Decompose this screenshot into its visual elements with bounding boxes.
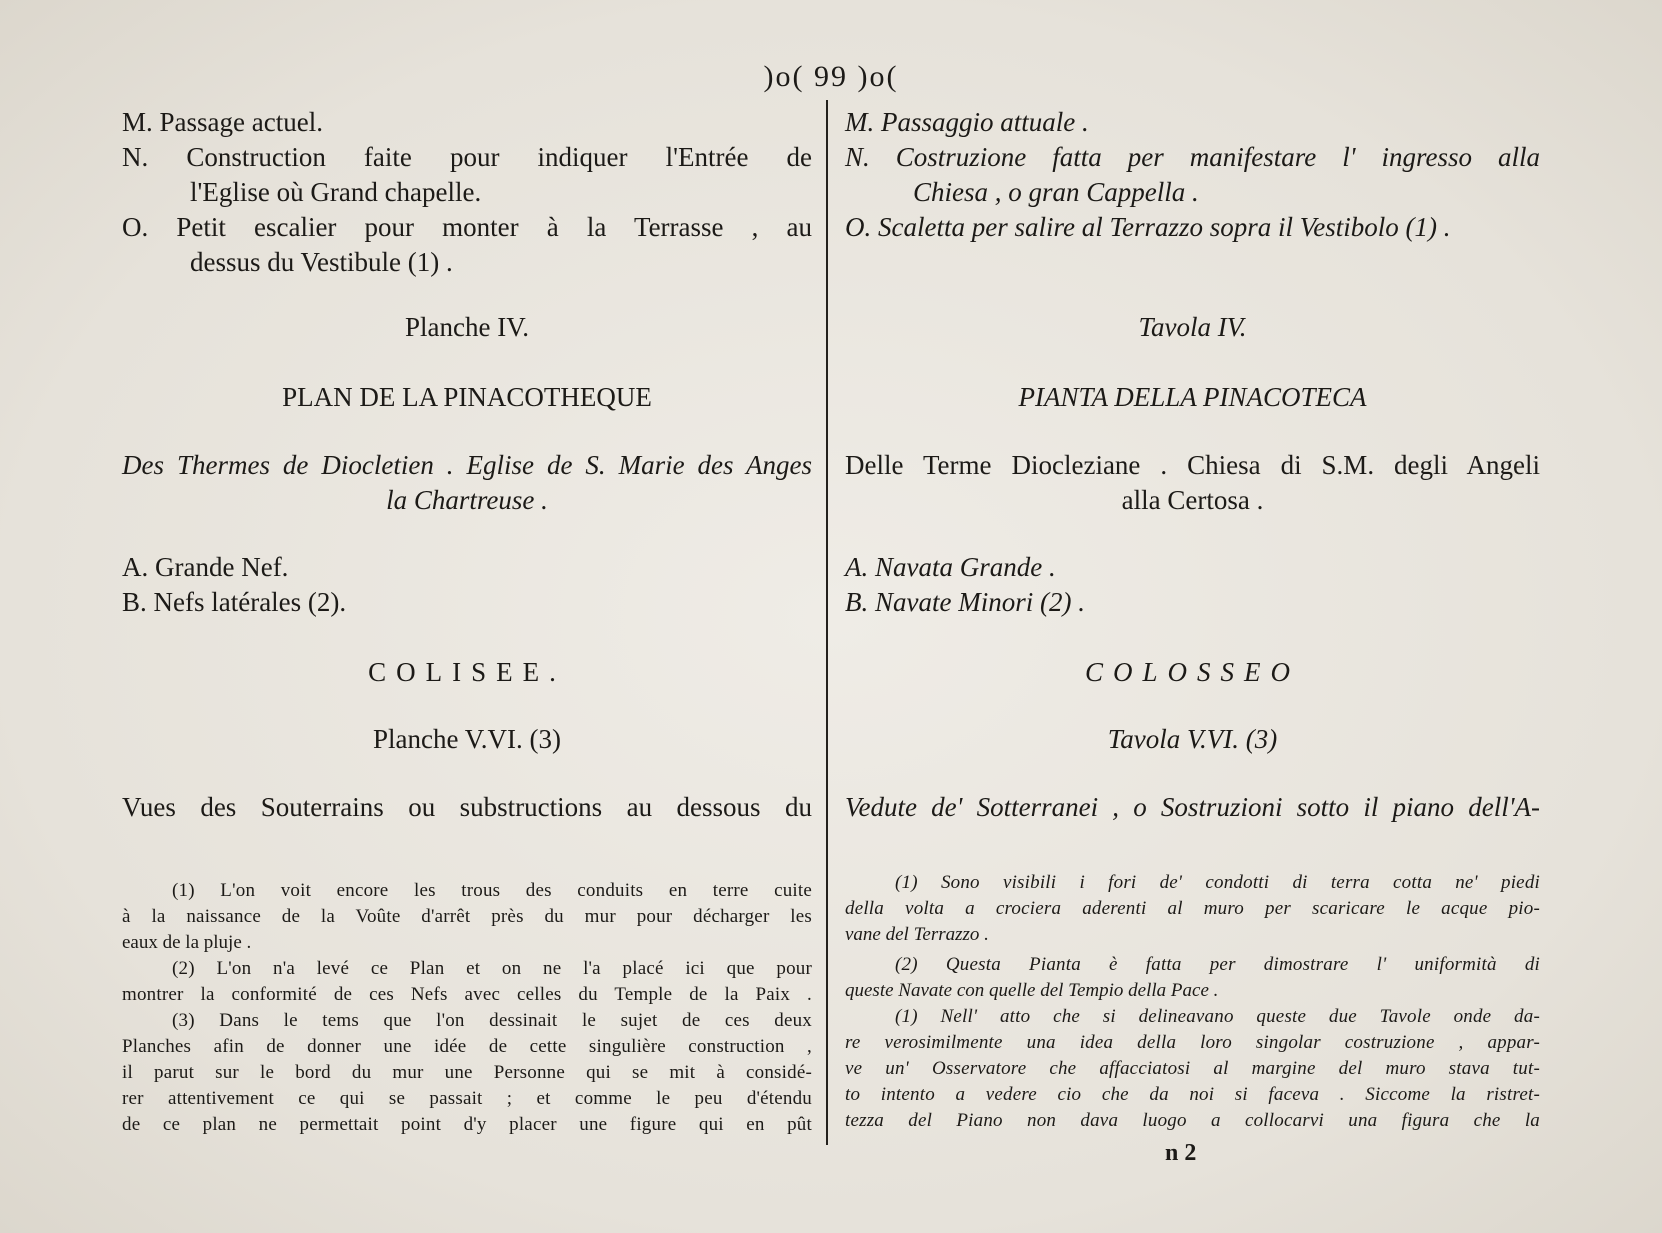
left-text-line: Planche IV. (405, 312, 529, 342)
left-text-line: Vues des Souterrains ou substructions au dessous du (122, 792, 812, 822)
right-text-line: M. Passaggio attuale . (845, 107, 1089, 137)
right-text-line: COLOSSEO (1084, 657, 1300, 687)
right-footnote-line: (1) Nell' atto che si delineavano queste due Tavole onde da- (895, 1006, 1540, 1027)
right-footnote-line: tezza del Piano non dava luogo a collocarvi una figura che la (845, 1110, 1540, 1131)
right-text-line: Tavola V.VI. (3) (1107, 724, 1278, 754)
right-footnote-line: ve un' Osservatore che affacciatosi al margine del muro stava tut- (845, 1058, 1540, 1079)
left-footnote-line: il parut sur le bord du mur une Personne qui se mit à considé- (122, 1062, 812, 1083)
left-footnote-line: (3) Dans le tems que l'on dessinait le sujet de ces deux (172, 1010, 812, 1031)
left-text-line: PLAN DE LA PINACOTHEQUE (282, 382, 652, 412)
right-footnote-line: (2) Questa Pianta è fatta per dimostrare l' uniformità di (895, 954, 1540, 975)
left-text-line: la Chartreuse . (386, 485, 548, 515)
left-footnote-line: montrer la conformité de ces Nefs avec celles du Temple de la Paix . (122, 984, 812, 1005)
right-footnote-line: queste Navate con quelle del Tempio della Pace . (845, 980, 1219, 1001)
right-footnote-line: vane del Terrazzo . (845, 924, 989, 945)
right-footnote-line: (1) Sono visibili i fori de' condotti di terra cotta ne' piedi (895, 872, 1540, 893)
right-footnote-line: della volta a crociera aderenti al muro per scaricare le acque pio- (845, 898, 1540, 919)
left-footnote-line: (1) L'on voit encore les trous des conduits en terre cuite (172, 880, 812, 901)
right-footnote-line: re verosimilmente una idea della loro singolar costruzione , appar- (845, 1032, 1540, 1053)
right-text-line: A. Navata Grande . (845, 552, 1056, 582)
right-text-line: alla Certosa . (1121, 485, 1264, 515)
left-text-line: Des Thermes de Diocletien . Eglise de S. Marie des Anges (122, 450, 812, 480)
left-text-line: COLISEE. (368, 657, 566, 687)
left-text-line: Planche V.VI. (3) (373, 724, 561, 754)
right-text-line: B. Navate Minori (2) . (845, 587, 1085, 617)
right-text-line: Vedute de' Sotterranei , o Sostruzioni sotto il piano dell'A- (845, 792, 1540, 822)
left-text-line: l'Eglise où Grand chapelle. (190, 177, 482, 207)
right-footnote-line: to intento a vedere cio che da noi si faceva . Siccome la ristret- (845, 1084, 1540, 1105)
right-text-line: PIANTA DELLA PINACOTECA (1018, 382, 1367, 412)
left-footnote-line: Planches afin de donner une idée de cette singulière construction , (122, 1036, 812, 1057)
column-divider (826, 100, 828, 1145)
left-text-line: M. Passage actuel. (122, 107, 323, 137)
signature-mark: n 2 (1165, 1140, 1197, 1166)
right-text-line: Delle Terme Diocleziane . Chiesa di S.M. degli Angeli (845, 450, 1540, 480)
right-text-line: Tavola IV. (1138, 312, 1247, 342)
left-footnote-line: rer attentivement ce qui se passait ; et comme le peu d'étendu (122, 1088, 812, 1109)
right-text-line: O. Scaletta per salire al Terrazzo sopra il Vestibolo (1) . (845, 212, 1451, 242)
left-footnote-line: (2) L'on n'a levé ce Plan et on ne l'a placé ici que pour (172, 958, 812, 979)
right-text-line: Chiesa , o gran Cappella . (913, 177, 1199, 207)
left-footnote-line: à la naissance de la Voûte d'arrêt près du mur pour décharger les (122, 906, 812, 927)
left-text-line: O. Petit escalier pour monter à la Terrasse , au (122, 212, 812, 242)
left-footnote-line: eaux de la pluje . (122, 932, 252, 953)
left-text-line: N. Construction faite pour indiquer l'Entrée de (122, 142, 812, 172)
page-header: )o( 99 )o( (763, 60, 899, 93)
right-text-line: N. Costruzione fatta per manifestare l' ingresso alla (845, 142, 1540, 172)
left-text-line: dessus du Vestibule (1) . (190, 247, 453, 277)
left-footnote-line: de ce plan ne permettait point d'y placer une figure qui en pût (122, 1114, 812, 1135)
left-text-line: B. Nefs latérales (2). (122, 587, 347, 617)
left-text-line: A. Grande Nef. (122, 552, 289, 582)
